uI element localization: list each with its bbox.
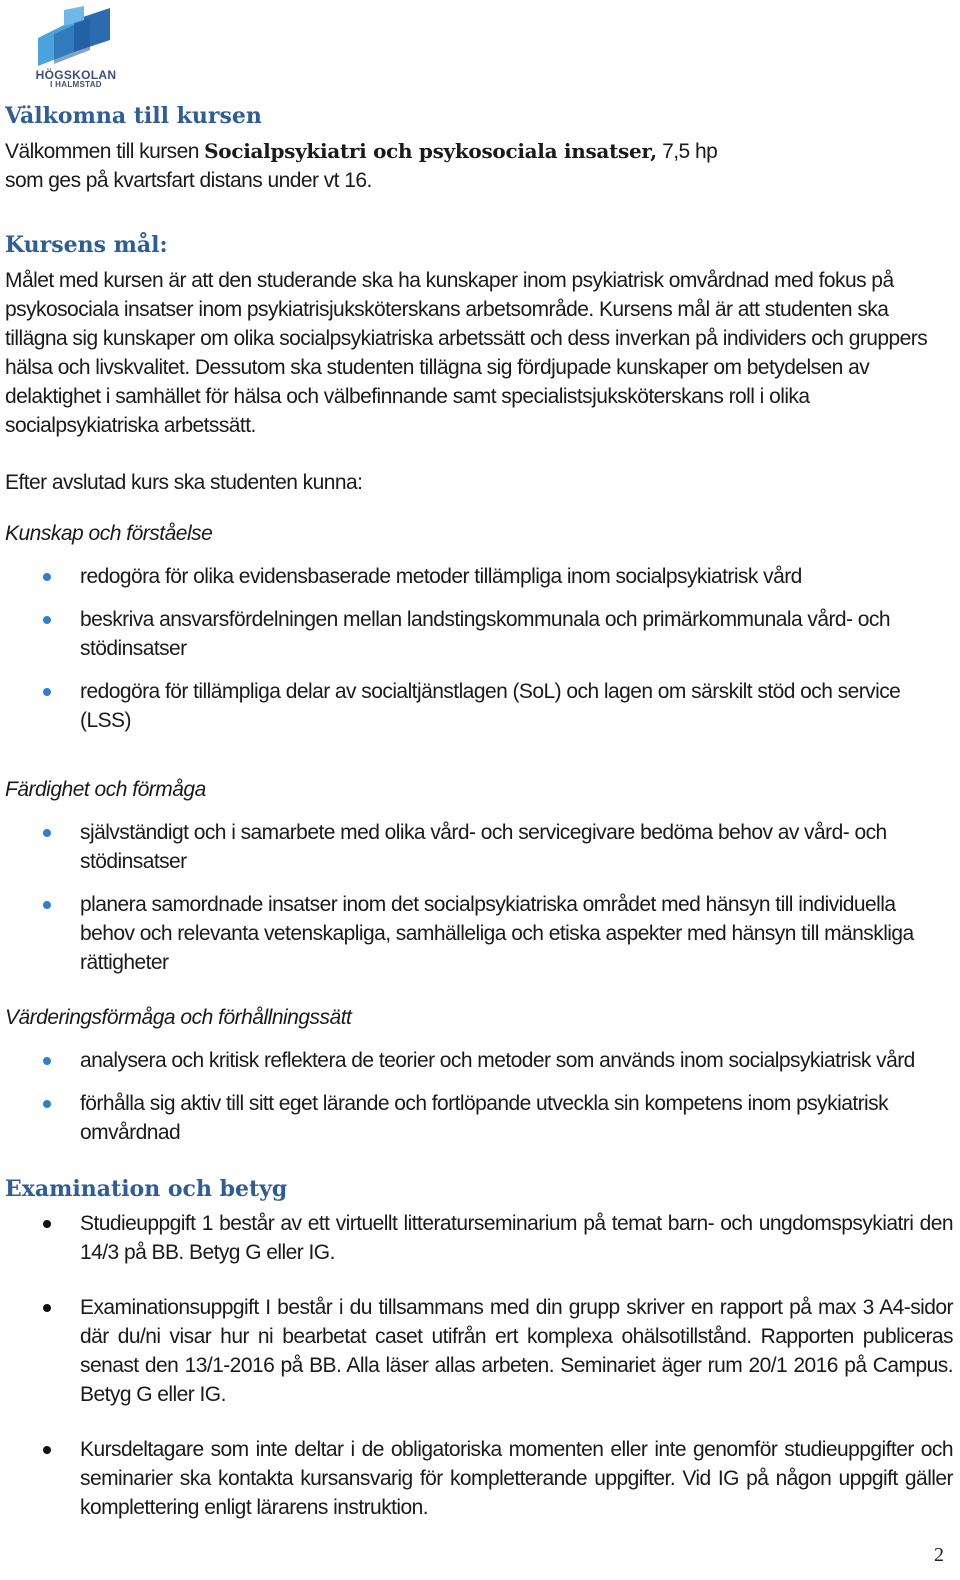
list-item xyxy=(5,1293,953,1409)
list-item xyxy=(5,562,953,591)
bullet-icon xyxy=(43,1057,51,1065)
logo-subtext: I HALMSTAD xyxy=(50,80,102,89)
exam-list xyxy=(5,1209,953,1522)
list-item xyxy=(5,818,953,876)
list-item-text: redogöra för olika evidensbaserade metoder tillämpliga inom socialpsykiatrisk vård xyxy=(80,565,802,588)
list-item xyxy=(5,1046,953,1075)
logo-mark-icon xyxy=(24,6,128,72)
list-item-text: självständigt och i samarbete med olika vård- och servicegivare bedöma behov av vård- och stödinsatser xyxy=(80,821,887,873)
values-list xyxy=(5,1046,953,1147)
course-name: Socialpsykiatri och psykosociala insatser, xyxy=(204,139,657,163)
list-item-text: förhålla sig aktiv till sitt eget lärande och fortlöpande utveckla sin kompetens inom psykiatrisk omvårdnad xyxy=(80,1092,889,1144)
bullet-icon xyxy=(43,616,51,624)
skills-heading: Färdighet och förmåga xyxy=(5,778,206,801)
exam-heading: Examination och betyg xyxy=(5,1176,288,1202)
bullet-icon xyxy=(43,688,51,696)
list-item-text: analysera och kritisk reflektera de teorier och metoder som används inom socialpsykiatrisk vård xyxy=(80,1049,915,1072)
list-item-text: planera samordnade insatser inom det socialpsykiatriska området med hänsyn till individuella behov och relevanta vetenskapliga, samhälleliga och etiska aspekter med hänsyn till mänskliga rättigheter xyxy=(80,893,914,974)
logo-text: HÖGSKOLAN xyxy=(35,68,117,82)
knowledge-heading: Kunskap och förståelse xyxy=(5,522,213,545)
list-item xyxy=(5,1209,953,1267)
values-heading: Värderingsförmåga och förhållningssätt xyxy=(5,1006,352,1029)
list-item-text: beskriva ansvarsfördelningen mellan landstingskommunala och primärkommunala vård- och stödinsatser xyxy=(80,608,890,660)
goals-heading: Kursens mål: xyxy=(5,232,168,258)
page-number: 2 xyxy=(934,1544,944,1566)
list-item xyxy=(5,677,953,735)
list-item-text: Kursdeltagare som inte deltar i de obligatoriska momenten eller inte genomför studieuppgifter och seminarier ska kontakta kursansvarig för kompletterande uppgifter. Vid IG på någon uppgift gäller komplettering enligt lärarens instruktion. xyxy=(80,1438,953,1519)
after-course-text: Efter avslutad kurs ska studenten kunna: xyxy=(5,471,363,494)
bullet-icon xyxy=(43,1220,51,1228)
list-item-text: Examinationsuppgift I består i du tillsammans med din grupp skriver en rapport på max 3 A4-sidor där du/ni visar hur ni bearbetat caset utifrån ert komplexa ohälsotillstånd. Rapporten publiceras senast den 13/1-2016 på BB. Alla läser allas arbeten. Seminariet äger rum 20/1 2016 på Campus. Betyg G eller IG. xyxy=(80,1296,953,1406)
welcome-text-start: Välkommen till kursen xyxy=(5,140,205,163)
welcome-heading: Välkomna till kursen xyxy=(5,103,262,129)
course-credits: 7,5 hp xyxy=(656,140,718,163)
knowledge-list xyxy=(5,562,953,735)
list-item xyxy=(5,890,953,977)
bullet-icon xyxy=(43,1446,51,1454)
bullet-icon xyxy=(43,573,51,581)
list-item xyxy=(5,605,953,663)
goals-paragraph: Målet med kursen är att den studerande ska ha kunskaper inom psykiatrisk omvårdnad med fokus på psykosociala insatser inom psykiatrisjuksköterskans arbetsområde. Kursens mål är att studenten ska tillägna sig kunskaper om olika socialpsykiatriska arbetssätt och dess inverkan på individers och gruppers hälsa och livskvalitet. Dessutom ska studenten tillägna sig fördjupade kunskaper om betydelsen av delaktighet i samhället för hälsa och välbefinnande samt specialistsjuksköterskans roll i olika socialpsykiatriska arbetssätt. xyxy=(5,269,928,437)
skills-list xyxy=(5,818,953,977)
document-body xyxy=(5,100,953,1522)
bullet-icon xyxy=(43,829,51,837)
welcome-text xyxy=(5,137,953,195)
list-item xyxy=(5,1435,953,1522)
list-item-text: Studieuppgift 1 består av ett virtuellt litteraturseminarium på temat barn- och ungdomspsykiatri den 14/3 på BB. Betyg G eller IG. xyxy=(80,1212,953,1264)
list-item-text: redogöra för tillämpliga delar av socialtjänstlagen (SoL) och lagen om särskilt stöd och service (LSS) xyxy=(80,680,901,732)
bullet-icon xyxy=(43,1100,51,1108)
bullet-icon xyxy=(43,901,51,909)
list-item xyxy=(5,1089,953,1147)
welcome-text-line2: som ges på kvartsfart distans under vt 16. xyxy=(5,169,372,192)
bullet-icon xyxy=(43,1304,51,1312)
